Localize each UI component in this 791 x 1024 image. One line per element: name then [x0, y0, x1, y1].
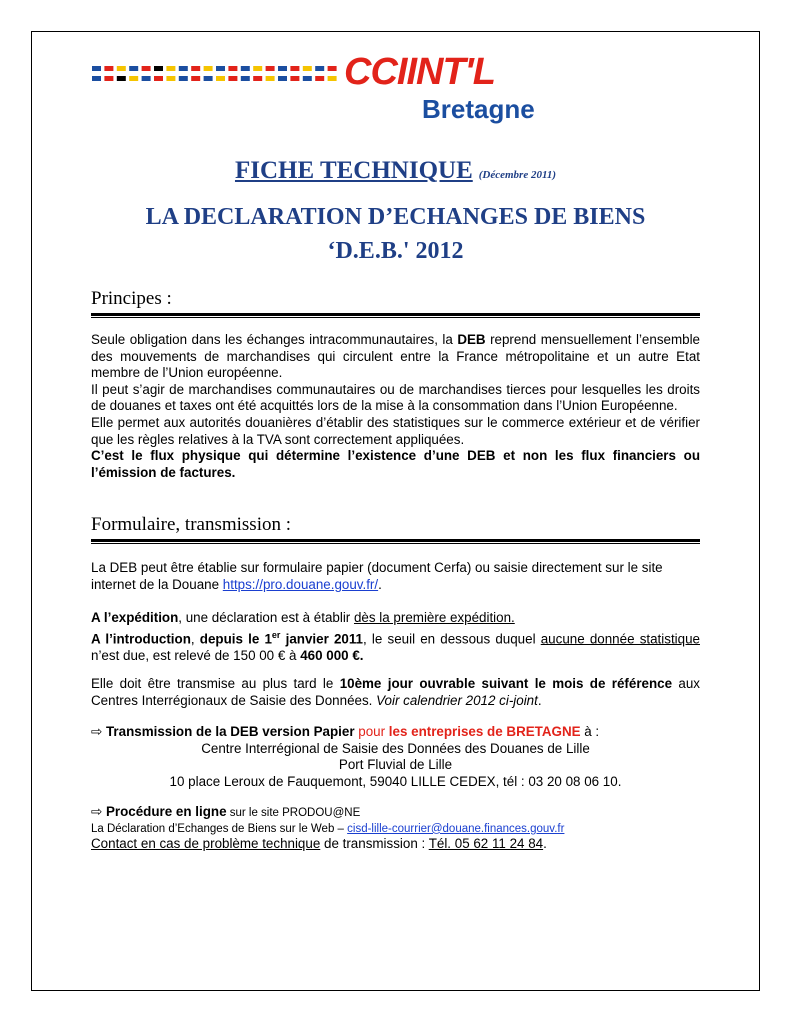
section-rule [91, 539, 700, 542]
principes-p4: C’est le flux physique qui détermine l’existence d’une DEB et non les flux financiers ou l’émission de factures. [91, 448, 700, 480]
arrow-right-icon: ⇨ [91, 724, 103, 739]
arrow-right-icon: ⇨ [91, 804, 103, 819]
section-formulaire-heading [91, 514, 700, 544]
introduction-label: A l’introduction [91, 631, 191, 647]
subtitle-line-2: ‘D.E.B.' 2012 [327, 238, 464, 264]
text: er [271, 629, 281, 640]
expedition-line [91, 610, 700, 627]
section-title: Formulaire, transmission : [91, 514, 292, 535]
text: La DEB peut être établie sur formulaire papier (document Cerfa) ou saisie directement sur le site internet de la Douane [91, 560, 663, 592]
text: . [378, 576, 382, 592]
document-subtitle [0, 200, 791, 268]
text: n’est due, est relevé de 150 00 € à [91, 647, 301, 663]
transmission-papier [91, 724, 700, 790]
section-principes-heading [91, 288, 700, 318]
text: aux Centres Interrégionaux de Saisie des Données. [91, 676, 700, 708]
text: dès la première expédition. [353, 610, 515, 625]
deadline: 10ème jour ouvrable suivant le mois de référence [339, 676, 673, 691]
cci-logo [92, 51, 552, 134]
text: , [190, 631, 200, 647]
flag-stripes-icon [92, 64, 342, 86]
address-line-2: Port Fluvial de Lille [338, 757, 453, 773]
expedition-label: A l’expédition [91, 610, 179, 625]
email-link[interactable]: cisd-lille-courrier@douane.finances.gouv.fr [347, 822, 565, 835]
address-line-1: Centre Interrégional de Saisie des Données des Douanes de Lille [201, 740, 590, 756]
phone-number: Tél. 05 62 11 24 84 [428, 835, 544, 851]
text: pour [354, 724, 389, 739]
text: depuis le 1 [199, 631, 272, 647]
logo-region: Bretagne [422, 94, 535, 124]
text: . [537, 692, 542, 708]
text: , une déclaration est à établir [178, 610, 354, 625]
region-highlight: les entreprises de BRETAGNE [388, 724, 581, 739]
formulaire-intro [91, 560, 700, 593]
procedure-en-ligne [91, 804, 700, 852]
principes-body [91, 332, 700, 481]
section-rule-thin [91, 543, 700, 544]
principes-p1 [91, 332, 700, 382]
title-date: (Décembre 2011) [478, 169, 557, 181]
text: de transmission : [320, 835, 429, 851]
douane-link[interactable]: https://pro.douane.gouv.fr/ [222, 576, 379, 592]
formulaire-thresholds [91, 610, 700, 664]
principes-p2: Il peut s’agir de marchandises communautaires ou de marchandises tierces pour lesquelles les droits de douanes et taxes ont été acquittés lors de la mise à la consommation dans l’Union Européenne. [91, 381, 700, 414]
section-rule-thin [91, 317, 700, 318]
text: , le seuil en dessous duquel [363, 631, 541, 647]
section-title: Principes : [91, 288, 172, 309]
text: sur le site PRODOU@NE [226, 807, 361, 819]
text: Contact en cas de problème technique [91, 835, 321, 851]
text: à : [580, 724, 600, 739]
principes-p3: Elle permet aux autorités douanières d’établir des statistiques sur le commerce extérieur et de vérifier que les règles relatives à la TVA sont correctement appliquées. [91, 414, 700, 447]
text: La Déclaration d’Echanges de Biens sur le Web – [91, 822, 348, 835]
introduction-line [91, 627, 700, 665]
calendar-note: Voir calendrier 2012 ci-joint [376, 692, 538, 708]
threshold-value: 460 000 €. [300, 647, 364, 663]
deb-term: DEB [457, 332, 486, 347]
text: aucune donnée statistique [540, 631, 700, 647]
address-line-3: 10 place Leroux de Fauquemont, 59040 LILLE CEDEX, tél : 03 20 08 06 10. [169, 773, 622, 789]
text: . [543, 835, 547, 851]
page-title [0, 157, 791, 185]
text: reprend mensuellement l’ensemble des mouvements de marchandises qui circulent entre la France métropolitaine et un autre Etat membre de l’Union européenne. [91, 332, 700, 381]
subtitle-line-1: LA DECLARATION D’ECHANGES DE BIENS [145, 204, 646, 230]
formulaire-deadline [91, 676, 700, 709]
section-rule [91, 313, 700, 316]
logo-brand: CCIINT'L [344, 51, 495, 93]
text: Elle doit être transmise au plus tard le [91, 676, 340, 691]
title-main: FICHE TECHNIQUE [234, 157, 473, 184]
text: Seule obligation dans les échanges intracommunautaires, la [91, 332, 458, 347]
text: Transmission de la DEB version Papier [105, 724, 355, 739]
text: janvier 2011 [280, 631, 364, 647]
text: Procédure en ligne [105, 804, 227, 819]
